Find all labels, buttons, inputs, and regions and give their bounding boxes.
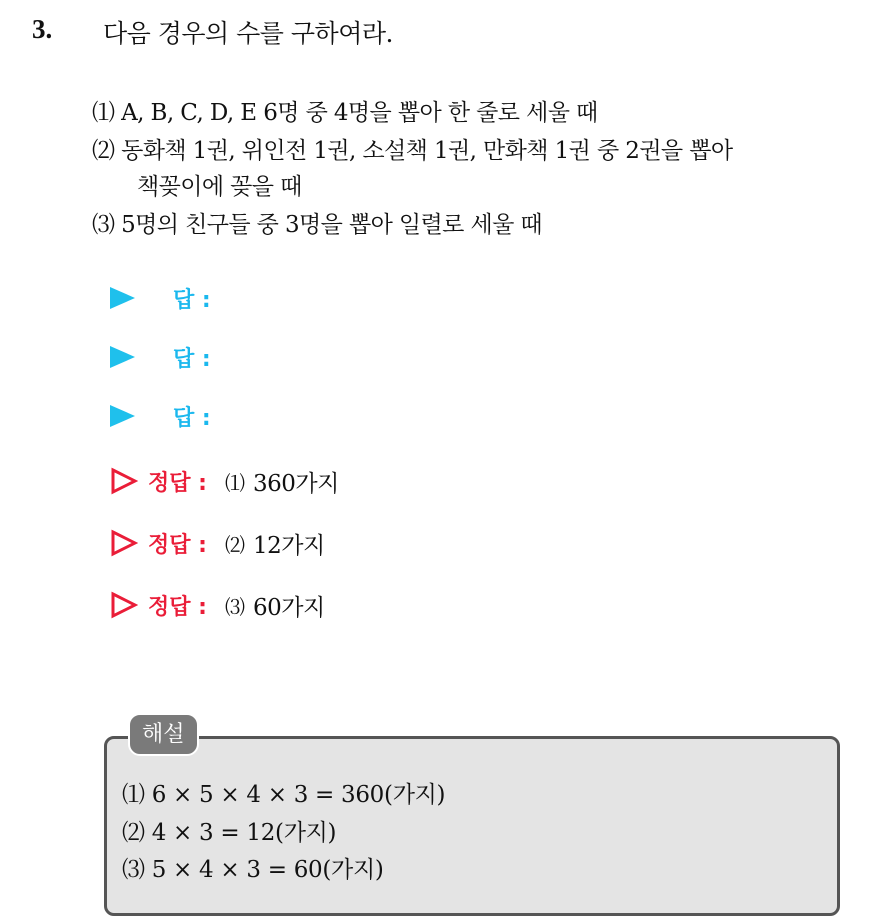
correct-answer-row-2 — [110, 525, 325, 561]
subquestion-3: ⑶ 5명의 친구들 중 3명을 뽑아 일렬로 세울 때 — [92, 212, 543, 238]
triangle-marker-icon — [110, 287, 135, 309]
subquestion-2: ⑵ 동화책 1권, 위인전 1권, 소설책 1권, 만화책 1권 중 2권을 뽑아 — [92, 138, 733, 164]
solution-title: 해설 — [128, 713, 199, 756]
correct-answer-row-1 — [110, 463, 339, 499]
correct-answer-row-3 — [110, 587, 325, 623]
outline-triangle-icon — [110, 529, 138, 557]
answer-label: 답 : — [173, 346, 211, 372]
correct-answer-value: 60가지 — [252, 594, 325, 621]
correct-answer-value: 12가지 — [252, 532, 325, 559]
correct-answer-number: ⑶ — [224, 594, 245, 619]
subquestion-2-continuation: 책꽂이에 꽂을 때 — [137, 174, 302, 200]
correct-answer-value: 360가지 — [252, 470, 339, 497]
answer-label: 답 : — [173, 405, 211, 431]
triangle-marker-icon — [110, 405, 135, 427]
triangle-marker-icon — [110, 346, 135, 368]
outline-triangle-icon — [110, 467, 138, 495]
subquestion-1: ⑴ A, B, C, D, E 6명 중 4명을 뽑아 한 줄로 세울 때 — [92, 100, 598, 126]
correct-answer-number: ⑴ — [224, 470, 245, 495]
answer-label: 답 : — [173, 287, 211, 313]
solution-line-2: ⑵ 4 × 3 = 12(가지) — [122, 820, 337, 846]
correct-label: 정답 : — [148, 532, 207, 558]
solution-line-1: ⑴ 6 × 5 × 4 × 3 = 360(가지) — [122, 782, 446, 808]
answer-row-1[interactable] — [110, 281, 211, 315]
outline-triangle-icon — [110, 591, 138, 619]
correct-label: 정답 : — [148, 470, 207, 496]
question-text: 다음 경우의 수를 구하여라. — [103, 19, 393, 48]
correct-label: 정답 : — [148, 594, 207, 620]
question-number: 3. — [32, 14, 53, 44]
correct-answer-number: ⑵ — [224, 532, 245, 557]
answer-row-3[interactable] — [110, 399, 211, 433]
solution-line-3: ⑶ 5 × 4 × 3 = 60(가지) — [122, 857, 384, 883]
answer-row-2[interactable] — [110, 340, 211, 374]
